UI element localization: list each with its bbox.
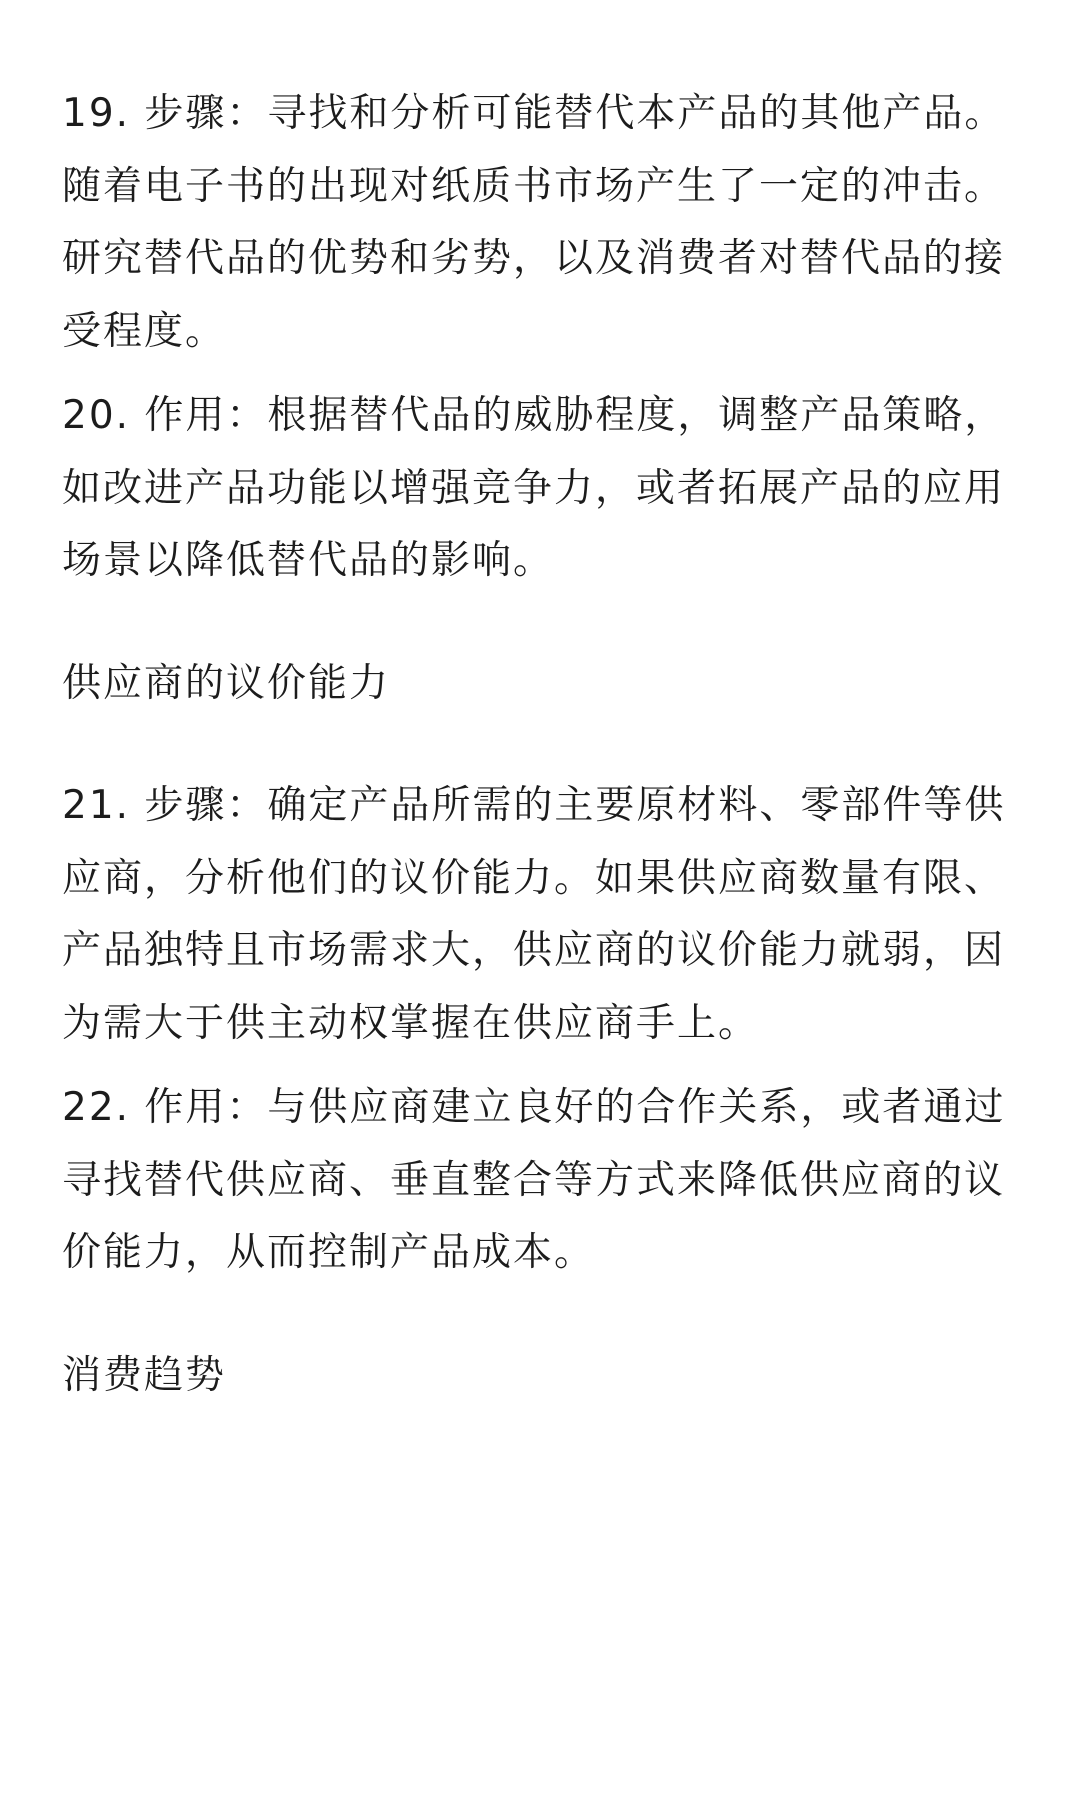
article-body [62,78,1022,1412]
paragraph-19: 19. 步骤：寻找和分析可能替代本产品的其他产品。随着电子书的出现对纸质书市场产生了一定的冲击。研究替代品的优势和劣势，以及消费者对替代品的接受程度。 [62,91,1006,354]
section-heading-supplier: 供应商的议价能力 [62,660,391,706]
paragraph-21: 21. 步骤：确定产品所需的主要原材料、零部件等供应商，分析他们的议价能力。如果供应商数量有限、产品独特且市场需求大，供应商的议价能力就弱，因为需大于供主动权掌握在供应商手上。 [62,783,1006,1046]
paragraph-20: 20. 作用：根据替代品的威胁程度，调整产品策略，如改进产品功能以增强竞争力，或者拓展产品的应用场景以降低替代品的影响。 [62,393,1006,583]
paragraph-22: 22. 作用：与供应商建立良好的合作关系，或者通过寻找替代供应商、垂直整合等方式来降低供应商的议价能力，从而控制产品成本。 [62,1085,1006,1275]
section-heading-consumption: 消费趋势 [62,1352,227,1398]
